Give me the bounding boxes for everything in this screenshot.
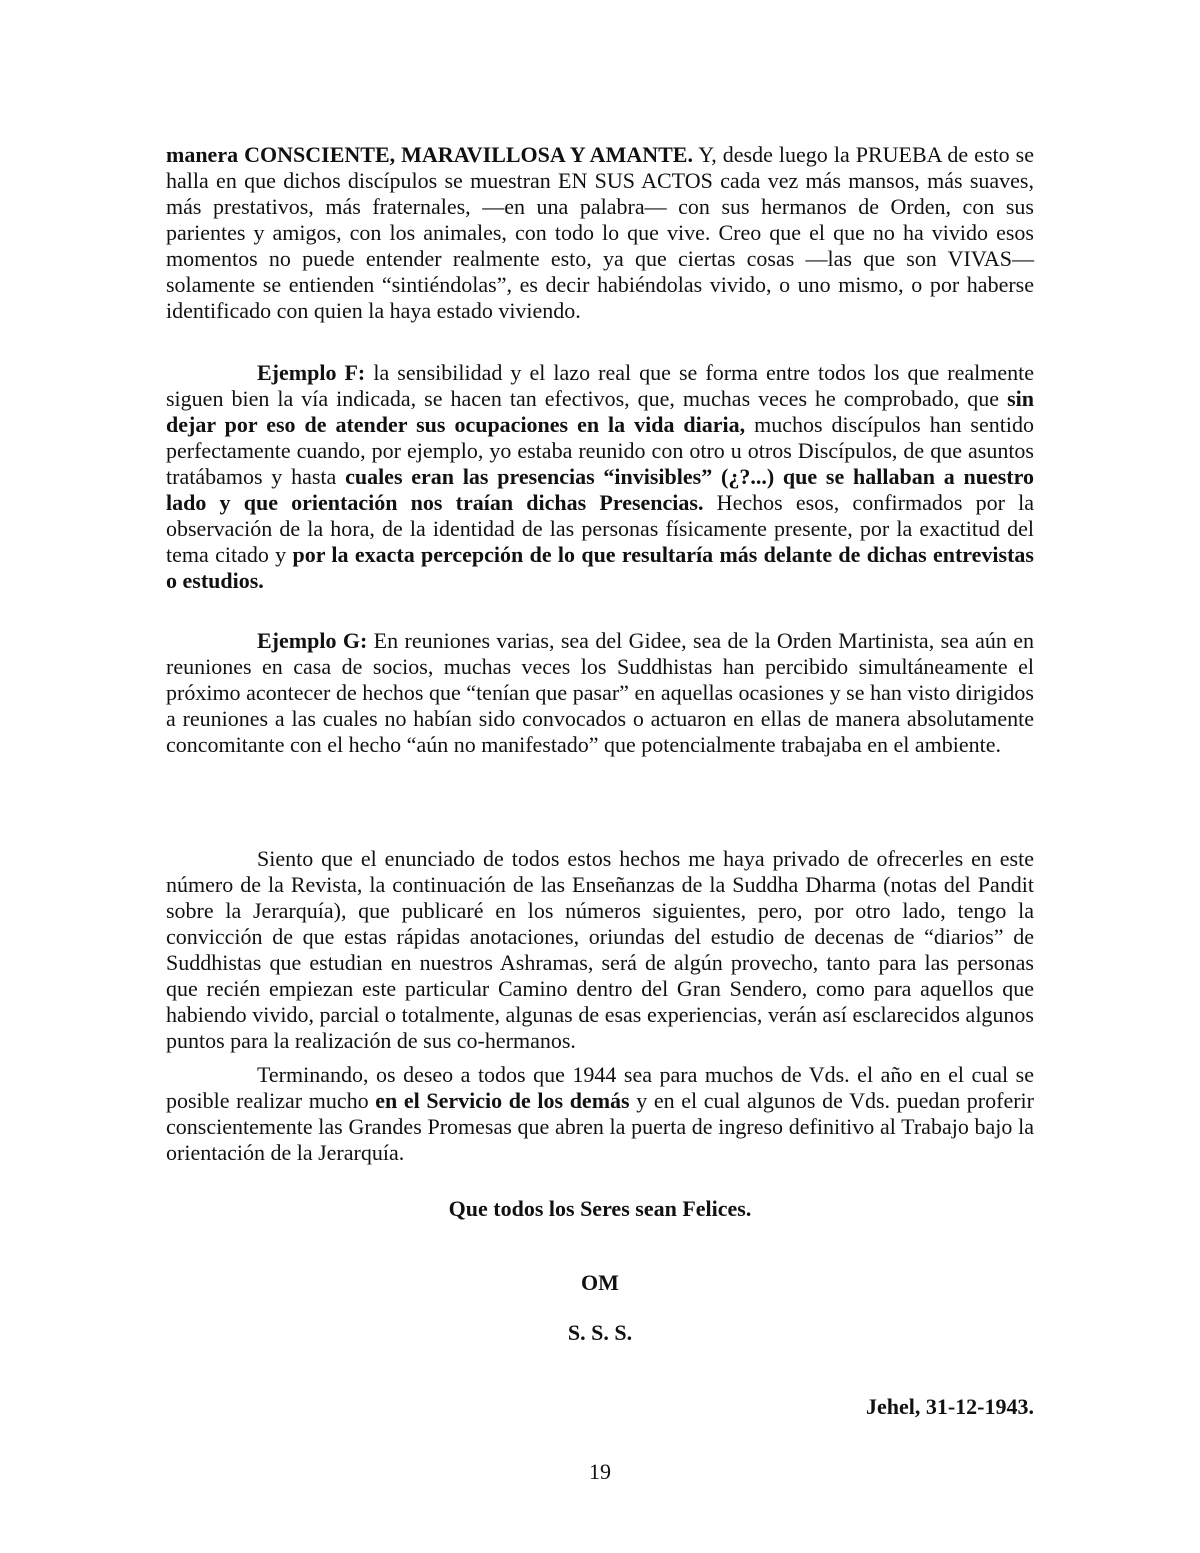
page-number: 19 xyxy=(589,1459,611,1484)
example-heading: Ejemplo F: xyxy=(257,360,366,385)
paragraph-example-f xyxy=(166,360,1034,594)
paragraph-example-g xyxy=(166,628,1034,758)
paragraph-text: En reuniones varias, sea del Gidee, sea de la Orden Martinista, sea aún en reuniones en casa de socios, muchas veces los Suddhistas han percibido simultáneamente el próximo acontecer de hechos que “tenían que pasar” en aquellas ocasiones y se han visto dirigidos a reuniones a las cuales no habían sido convocados o actuaron en ellas de manera absolutamente concomitante con el hecho “aún no manifestado” que potencialmente trabajaba en el ambiente. xyxy=(166,628,1034,757)
signature-date: Jehel, 31-12-1943. xyxy=(865,1394,1034,1419)
bold-phrase: manera CONSCIENTE, MARAVILLOSA Y AMANTE. xyxy=(166,142,693,167)
paragraph-text: la sensibilidad y el lazo real que se forma entre todos los que realmente siguen bien la vía indicada, se hacen tan efectivos, que, muchas veces he comprobado, que xyxy=(166,360,1034,411)
paragraph-text: Hechos esos, confirmados por la observación de la hora, de la identidad de las personas físicamente presente, por la exactitud del tema citado y xyxy=(166,490,1034,567)
closing-sss: S. S. S. xyxy=(567,1320,633,1345)
paragraph-text: Siento que el enunciado de todos estos hechos me haya privado de ofrecerles en este número de la Revista, la continuación de las Enseñanzas de la Suddha Dharma (notas del Pandit sobre la Jerarquía), que publicaré en los números siguientes, pero, por otro lado, tengo la convicción de que estas rápidas anotaciones, oriundas del estudio de decenas de “diarios” de Suddhistas que estudian en nuestros Ashramas, será de algún provecho, tanto para las personas que recién empiezan este particular Camino dentro del Gran Sendero, como para aquellos que habiendo vivido, parcial o totalmente, algunas de esas experiencias, verán así esclarecidos algunos puntos para la realización de sus co-hermanos. xyxy=(166,846,1034,1053)
paragraph-text: muchos discípulos han sentido perfectamente cuando, por ejemplo, yo estaba reunido con otro u otros Discípulos, de que asuntos tratábamos y hasta xyxy=(166,412,1034,489)
bold-phrase: por la exacta percepción de lo que resultaría más delante de dichas entrevistas o estudios. xyxy=(166,542,1034,593)
paragraph-text: Y, desde luego la PRUEBA de esto se halla en que dichos discípulos se muestran EN SUS ACTOS cada vez más mansos, más suaves, más prestativos, más fraternales, —en una palabra— con sus hermanos de Orden, con sus parientes y amigos, con los animales, con todo lo que vive. Creo que el que no ha vivido esos momentos no puede entender realmente esto, ya que ciertas cosas —las que son VIVAS— solamente se entienden “sintiéndolas”, es decir habiéndolas vivido, o uno mismo, o por haberse identificado con quien la haya estado viviendo. xyxy=(166,142,1034,323)
bold-phrase: cuales eran las presencias “invisibles” (¿?...) que se hallaban a nuestro lado y que orientación nos traían dichas Presencias. xyxy=(166,464,1035,515)
paragraph-text: y en el cual algunos de Vds. puedan proferir conscientemente las Grandes Promesas que abren la puerta de ingreso definitivo al Trabajo bajo la orientación de la Jerarquía. xyxy=(166,1088,1034,1165)
example-heading: Ejemplo G: xyxy=(257,628,368,653)
paragraph-continuation xyxy=(166,142,1034,324)
paragraph-siento xyxy=(166,846,1034,1054)
paragraph-text: Terminando, os deseo a todos que 1944 sea para muchos de Vds. el año en el cual se posible realizar mucho xyxy=(166,1062,1034,1113)
bold-phrase: en el Servicio de los demás xyxy=(375,1088,630,1113)
closing-blessing: Que todos los Seres sean Felices. xyxy=(448,1196,752,1221)
closing-om: OM xyxy=(581,1270,619,1295)
paragraph-terminando xyxy=(166,1062,1034,1166)
bold-phrase: sin dejar por eso de atender sus ocupaciones en la vida diaria, xyxy=(166,386,1034,437)
